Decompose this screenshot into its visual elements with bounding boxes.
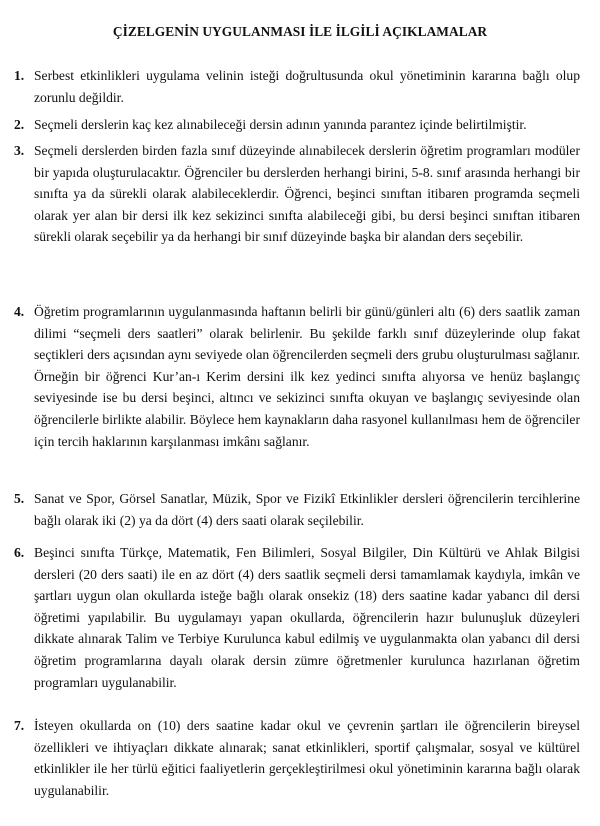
page-title: ÇİZELGENİN UYGULANMASI İLE İLGİLİ AÇIKLAMALAR xyxy=(112,24,488,39)
item-text: Seçmeli derslerin kaç kez alınabileceği dersin adının yanında parantez içinde belirtilmiştir. xyxy=(34,117,527,132)
item-number: 7. xyxy=(14,718,25,733)
item-number: 4. xyxy=(14,304,25,319)
item-number: 5. xyxy=(14,491,25,506)
item-number: 2. xyxy=(14,117,25,132)
item-number: 1. xyxy=(14,68,25,83)
item-number: 6. xyxy=(14,545,25,560)
item-text: Sanat ve Spor, Görsel Sanatlar, Müzik, Spor ve Fizikî Etkinlikler dersleri öğrencilerin tercihlerine bağlı olarak iki (2) ya da dört (4) ders saati olarak seçilebilir. xyxy=(34,491,580,528)
item-text: Beşinci sınıfta Türkçe, Matematik, Fen Bilimleri, Sosyal Bilgiler, Din Kültürü ve Ahlak Bilgisi dersleri (20 ders saati) ile en az dört (4) ders saatlik seçmeli dersi tamamlamak kaydıyla, imkân ve şartları uygun olan okullarda isteğe bağlı olarak onsekiz (18) ders saatine kadar yabancı dil dersi öğretimi yapılabilir. Bu uygulamayı yapan okullarda, öğrencilerin hazır bulunuşluk düzeyleri dikkate alınarak Talim ve Terbiye Kurulunca kabul edilmiş ve uygulanmakta olan yabancı dil dersi öğretim programlarına dayalı olarak dersin zümre öğretmenler kurulunca hazırlanan öğretim programları uygulanabilir. xyxy=(34,545,580,690)
list-item-3 xyxy=(14,140,580,248)
list-item-7 xyxy=(14,715,580,801)
item-number: 3. xyxy=(14,143,25,158)
item-text: Seçmeli derslerden birden fazla sınıf düzeyinde alınabilecek derslerin öğretim programları modüler bir yapıda oluşturulacaktır. Öğrenciler bu derslerden herhangi birini, 5-8. sınıf arasında herhangi bir sınıfta ya da sürekli olarak alabileceklerdir. Öğrenci, beşinci sınıftan itibaren programda seçmeli olarak yer alan bir dersi ilk kez sekizinci sınıfta alabileceği gibi, bu dersi beşinci sınıftan itibaren sürekli olarak seçebilir ya da herhangi bir sınıf düzeyinde başka bir alandan ders seçebilir. xyxy=(34,143,580,245)
item-text: Serbest etkinlikleri uygulama velinin isteği doğrultusunda okul yönetiminin kararına bağlı olup zorunlu değildir. xyxy=(34,68,580,105)
item-text: İsteyen okullarda on (10) ders saatine kadar okul ve çevrenin şartları ile öğrencilerin bireysel özellikleri ve ihtiyaçları dikkate alınarak; sanat etkinlikleri, sportif çalışmalar, sosyal ve kültürel etkinlikler ile her türlü eğitici faaliyetlerin gerçekleştirilmesi okul yönetiminin kararına bağlı olarak uygulanabilir. xyxy=(34,718,580,798)
list-item-1 xyxy=(14,65,580,108)
item-text: Öğretim programlarının uygulanmasında haftanın belirli bir günü/günleri altı (6) ders saatlik zaman dilimi “seçmeli ders saatleri” olarak belirlenir. Bu şekilde farklı sınıf düzeylerinde olup fakat seçtikleri ders açısından aynı seviyede olan öğrencilerden seçmeli ders grubu oluşturulması sağlanır. Örneğin bir öğrenci Kur’an-ı Kerim dersini ilk kez yedinci sınıfta alıyorsa ve henüz başlangıç seviyesinde ise bu dersi beşinci, altıncı ve sekizinci sınıfta okuyan ve başlangıç seviyesinde olan öğrencilerle birlikte alabilir. Böylece hem kaynakların daha rasyonel kullanılması hem de öğrenciler için tercih haklarının karşılanması imkânı sağlanır. xyxy=(34,304,580,449)
list-item-6 xyxy=(14,542,580,693)
list-item-4 xyxy=(14,301,580,452)
list-item-5 xyxy=(14,488,580,531)
list-item-2 xyxy=(14,114,580,136)
